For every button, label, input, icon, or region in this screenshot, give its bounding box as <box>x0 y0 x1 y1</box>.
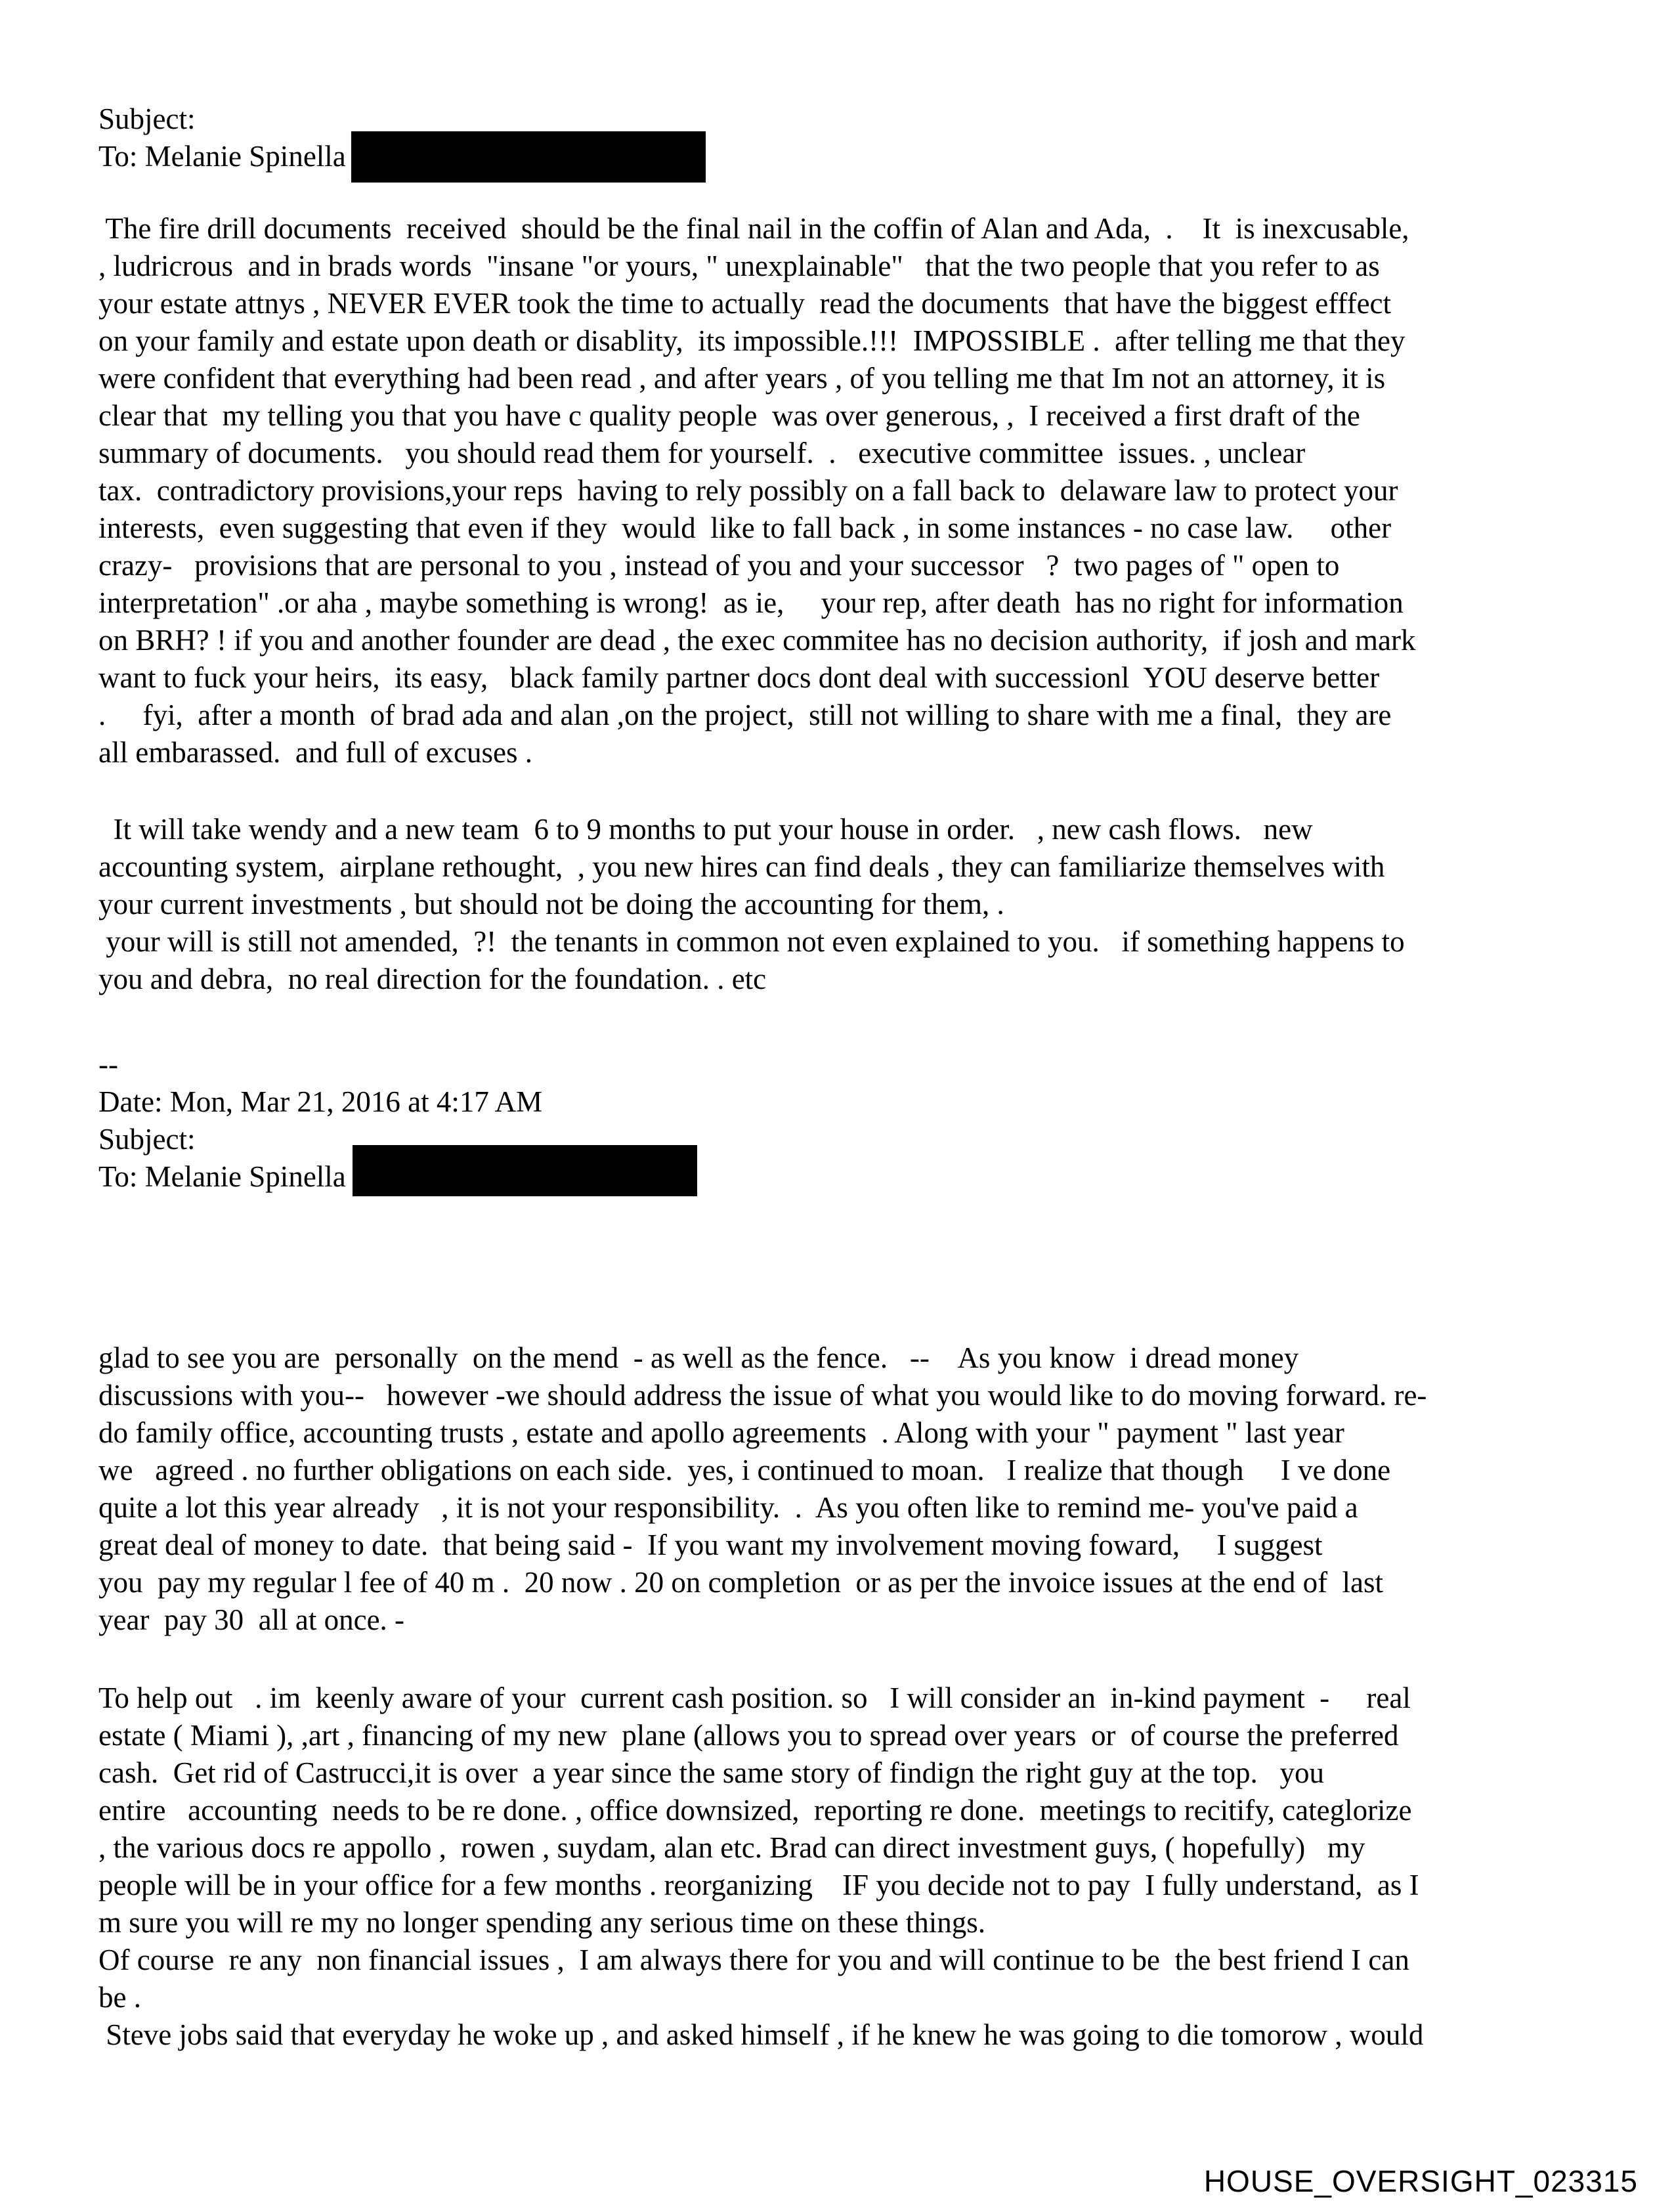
to-line <box>98 1158 1582 1196</box>
to-recipient: To: Melanie Spinella <box>98 140 346 173</box>
redaction-box <box>351 131 706 183</box>
text-line: were confident that everything had been read , and after years , of you telling me that Im not an attorney, it is <box>98 362 1386 395</box>
bates-number: HOUSE_OVERSIGHT_023315 <box>1203 2164 1638 2198</box>
text-line: you pay my regular l fee of 40 m . 20 now . 20 on completion or as per the invoice issues at the end of last <box>98 1566 1384 1599</box>
text-line: clear that my telling you that you have c quality people was over generous, , I received a first draft of the <box>98 399 1360 432</box>
text-line: all embarassed. and full of excuses . <box>98 736 533 769</box>
text-line: glad to see you are personally on the mend - as well as the fence. -- As you know i dread money <box>98 1341 1299 1374</box>
email-header-2 <box>98 1083 1582 1196</box>
text-line: great deal of money to date. that being said - If you want my involvement moving foward, I suggest <box>98 1529 1323 1561</box>
text-line: we agreed . no further obligations on each side. yes, i continued to moan. I realize that though I ve done <box>98 1454 1391 1486</box>
text-line: m sure you will re my no longer spending any serious time on these things. <box>98 1906 986 1939</box>
message-2-paragraph-1 <box>98 1339 1582 1639</box>
email-header-1 <box>98 100 1582 175</box>
separator-dashes: -- <box>98 1048 118 1081</box>
to-recipient: To: Melanie Spinella <box>98 1160 346 1193</box>
text-line: estate ( Miami ), ,art , financing of my new plane (allows you to spread over years or of course the preferred <box>98 1719 1399 1752</box>
text-line: entire accounting needs to be re done. , office downsized, reporting re done. meetings to recitify, categlorize <box>98 1794 1412 1827</box>
text-line: discussions with you-- however -we should address the issue of what you would like to do moving forward. re- <box>98 1379 1427 1412</box>
text-line: do family office, accounting trusts , estate and apollo agreements . Along with your " payment " last year <box>98 1416 1344 1449</box>
text-line: your will is still not amended, ?! the tenants in common not even explained to you. if something happens to <box>98 925 1405 958</box>
text-line: , ludricrous and in brads words "insane "or yours, " unexplainable" that the two people that you refer to as <box>98 249 1380 282</box>
text-line: crazy- provisions that are personal to you , instead of you and your successor ? two pages of " open to <box>98 549 1340 582</box>
text-line: cash. Get rid of Castrucci,it is over a year since the same story of findign the right guy at the top. you <box>98 1756 1325 1789</box>
text-line: accounting system, airplane rethought, , you new hires can find deals , they can familiarize themselves with <box>98 850 1385 883</box>
message-1-paragraph-2 <box>98 811 1582 998</box>
text-line: your estate attnys , NEVER EVER took the time to actually read the documents that have the biggest efffect <box>98 287 1392 320</box>
text-line: be . <box>98 1981 141 2014</box>
text-line: your current investments , but should not be doing the accounting for them, . <box>98 888 1004 921</box>
date-line: Date: Mon, Mar 21, 2016 at 4:17 AM <box>98 1085 543 1118</box>
text-line: year pay 30 all at once. - <box>98 1603 405 1636</box>
text-line: interests, even suggesting that even if they would like to fall back , in some instances - no case law. other <box>98 511 1392 544</box>
text-line: . fyi, after a month of brad ada and alan ,on the project, still not willing to share with me a final, they are <box>98 699 1392 731</box>
text-line: you and debra, no real direction for the foundation. . etc <box>98 963 767 995</box>
text-line: The fire drill documents received should be the final nail in the coffin of Alan and Ada, . It is inexcusable, <box>98 212 1409 245</box>
text-line: To help out . im keenly aware of your current cash position. so I will consider an in-kind payment - real <box>98 1681 1411 1714</box>
redaction-box <box>353 1145 697 1196</box>
subject-label: Subject: <box>98 102 196 135</box>
email-separator <box>98 1046 1582 1083</box>
to-line <box>98 138 1582 175</box>
text-line: quite a lot this year already , it is not your responsibility. . As you often like to remind me- you've paid a <box>98 1491 1358 1524</box>
text-line: Steve jobs said that everyday he woke up , and asked himself , if he knew he was going to die tomorow , would <box>98 2018 1424 2051</box>
subject-label: Subject: <box>98 1123 196 1156</box>
text-line: It will take wendy and a new team 6 to 9 months to put your house in order. , new cash flows. new <box>98 813 1313 846</box>
text-line: summary of documents. you should read them for yourself. . executive committee issues. , unclear <box>98 437 1306 469</box>
text-line: on your family and estate upon death or disablity, its impossible.!!! IMPOSSIBLE . after telling me that they <box>98 324 1406 357</box>
text-line: on BRH? ! if you and another founder are dead , the exec commitee has no decision authority, if josh and mark <box>98 624 1416 657</box>
message-1-paragraph-1 <box>98 210 1582 771</box>
text-line: want to fuck your heirs, its easy, black family partner docs dont deal with successionl YOU deserve better <box>98 661 1380 694</box>
text-line: interpretation" .or aha , maybe something is wrong! as ie, your rep, after death has no right for information <box>98 586 1404 619</box>
text-line: , the various docs re appollo , rowen , suydam, alan etc. Brad can direct investment guys, ( hopefully) my <box>98 1831 1365 1864</box>
text-line: people will be in your office for a few months . reorganizing IF you decide not to pay I fully understand, as I <box>98 1869 1419 1901</box>
message-2-paragraph-2 <box>98 1680 1582 2054</box>
text-line: Of course re any non financial issues , I am always there for you and will continue to be the best friend I can <box>98 1943 1409 1976</box>
text-line: tax. contradictory provisions,your reps having to rely possibly on a fall back to delaware law to protect your <box>98 474 1398 507</box>
